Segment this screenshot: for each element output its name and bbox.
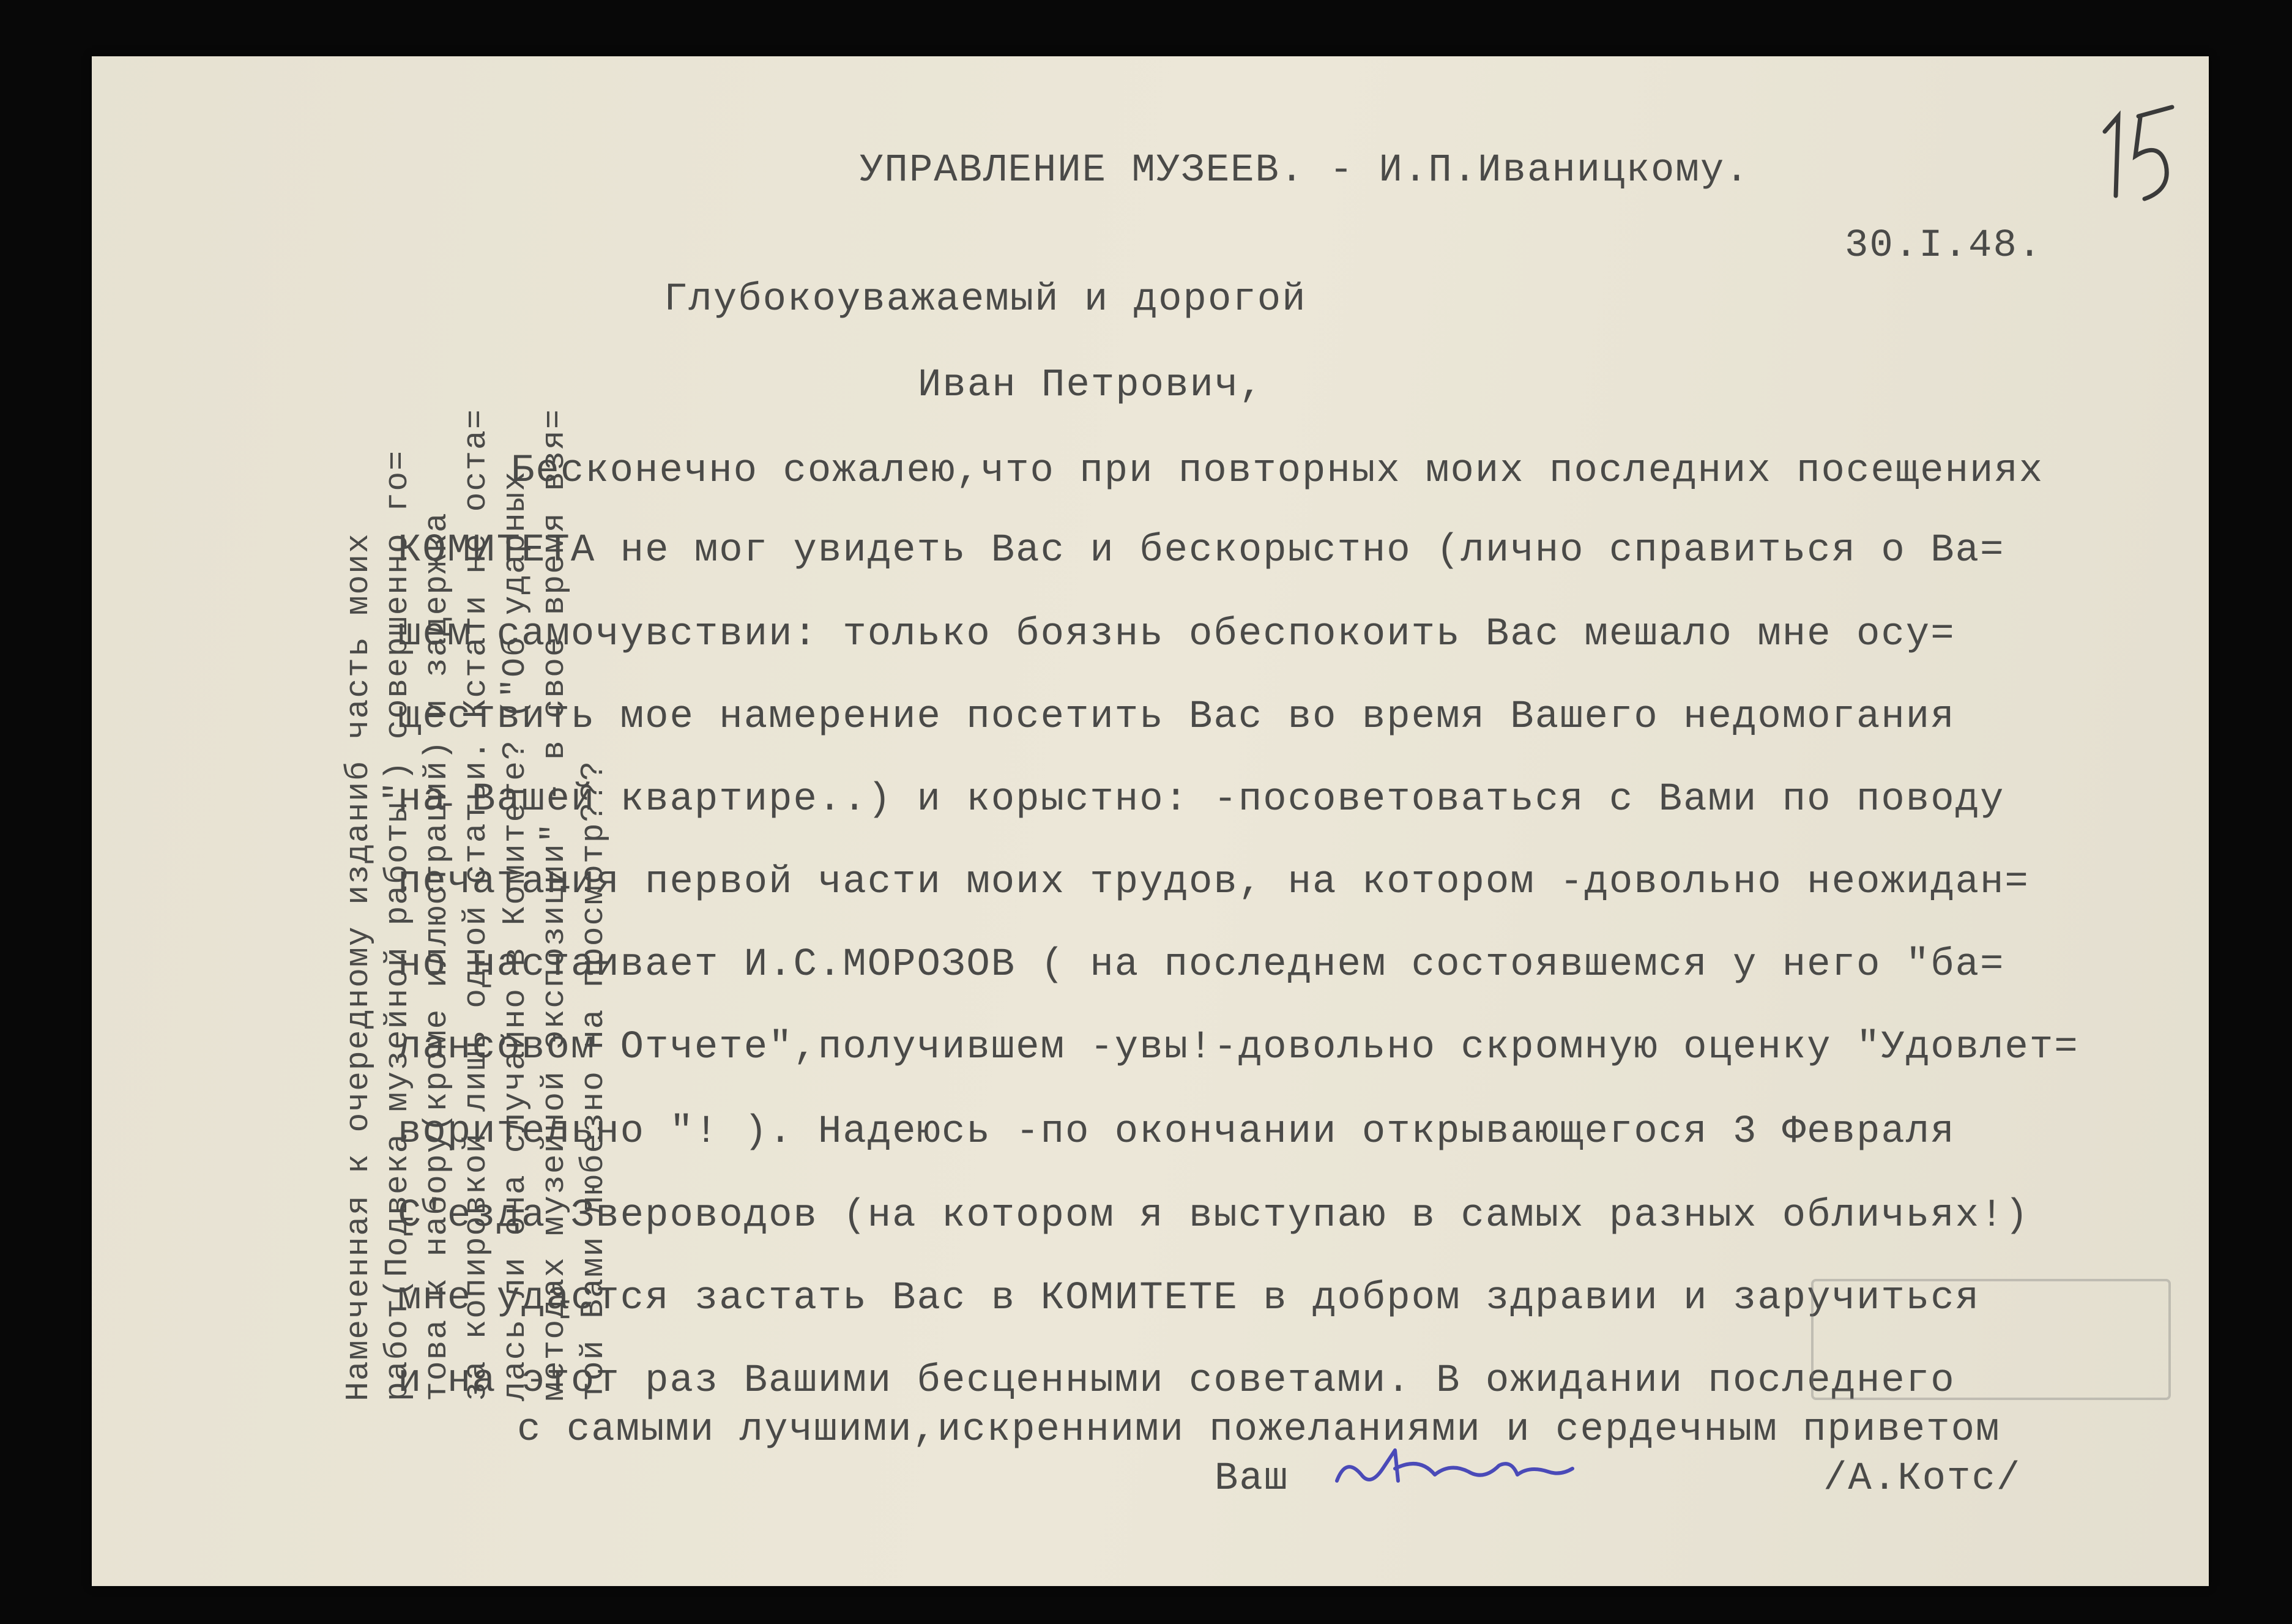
margin-note-line: това к набору(кроме иллюстраций) и задержка	[419, 512, 455, 1401]
margin-note-line: за копировкой лишь одной статьи. Кстати не оста=	[458, 408, 494, 1401]
body-line: С'езда Звероводов (на котором я выступаю в самых разных обличьях!)	[398, 1194, 2030, 1238]
margin-note-line: Намеченная к очередному изданиб часть моих	[340, 532, 377, 1401]
svg-text:15: 15	[2086, 98, 2088, 99]
margin-note-line: методах музейной экспозиции" - в свое время взя=	[536, 408, 573, 1401]
signoff: Ваш	[1215, 1457, 1289, 1501]
letter-header: УПРАВЛЕНИЕ МУЗЕЕВ. - И.П.Иваницкому.	[860, 149, 1750, 193]
page-number-handwritten	[2086, 98, 2178, 208]
margin-note-line: лась ли она случайно в Комитете? ("Об ударных	[497, 470, 534, 1401]
margin-note-line: работ(Подвека музейной работы") совершенно го=	[379, 449, 416, 1401]
handwritten-signature	[1328, 1438, 1670, 1493]
body-line: на Вашей квартире..) и корыстно: -посоветоваться с Вами по поводу	[398, 778, 2005, 822]
salutation-line-2: Иван Петрович,	[918, 363, 1264, 408]
body-line: шем самочувствии: только боязнь обеспокоить Вас мешало мне осу=	[398, 613, 1955, 657]
body-line: КОМИТЕТА не мог увидеть Вас и бескорыстно (лично справиться о Ва=	[398, 529, 2005, 573]
letter-date: 30.I.48.	[1845, 224, 2043, 268]
body-line: печатания первой части моих трудов, на котором -довольно неожидан=	[398, 860, 2030, 904]
closing-line: с самыми лучшими,искренними пожеланиями и сердечным приветом	[517, 1408, 2001, 1452]
margin-note-line: той Вами любезно на просмотр???	[575, 760, 612, 1401]
body-line: мне удастся застать Вас в КОМИТЕТЕ в добром здравии и заручиться	[398, 1276, 1980, 1320]
body-line: но настаивает И.С.МОРОЗОВ ( на последнем состоявшемся у него "ба=	[398, 943, 2005, 987]
body-line: лансовом Отчете",получившем -увы!-довольно скромную оценку "Удовлет=	[398, 1026, 2079, 1070]
body-line: и на этот раз Вашими бесценными советами. В ожидании последнего	[398, 1359, 1955, 1403]
archive-stamp	[1811, 1279, 2171, 1400]
body-line: ществить мое намерение посетить Вас во время Вашего недомогания	[398, 695, 1955, 739]
signature-name: /А.Котс/	[1823, 1457, 2022, 1501]
body-line: ворительно "! ). Надеюсь -по окончании открывающегося 3 Февраля	[398, 1110, 1955, 1154]
body-line: Бесконечно сожалею,что при повторных моих последних посещениях	[511, 449, 2044, 493]
salutation-line-1: Глубокоуважаемый и дорогой	[664, 278, 1307, 322]
